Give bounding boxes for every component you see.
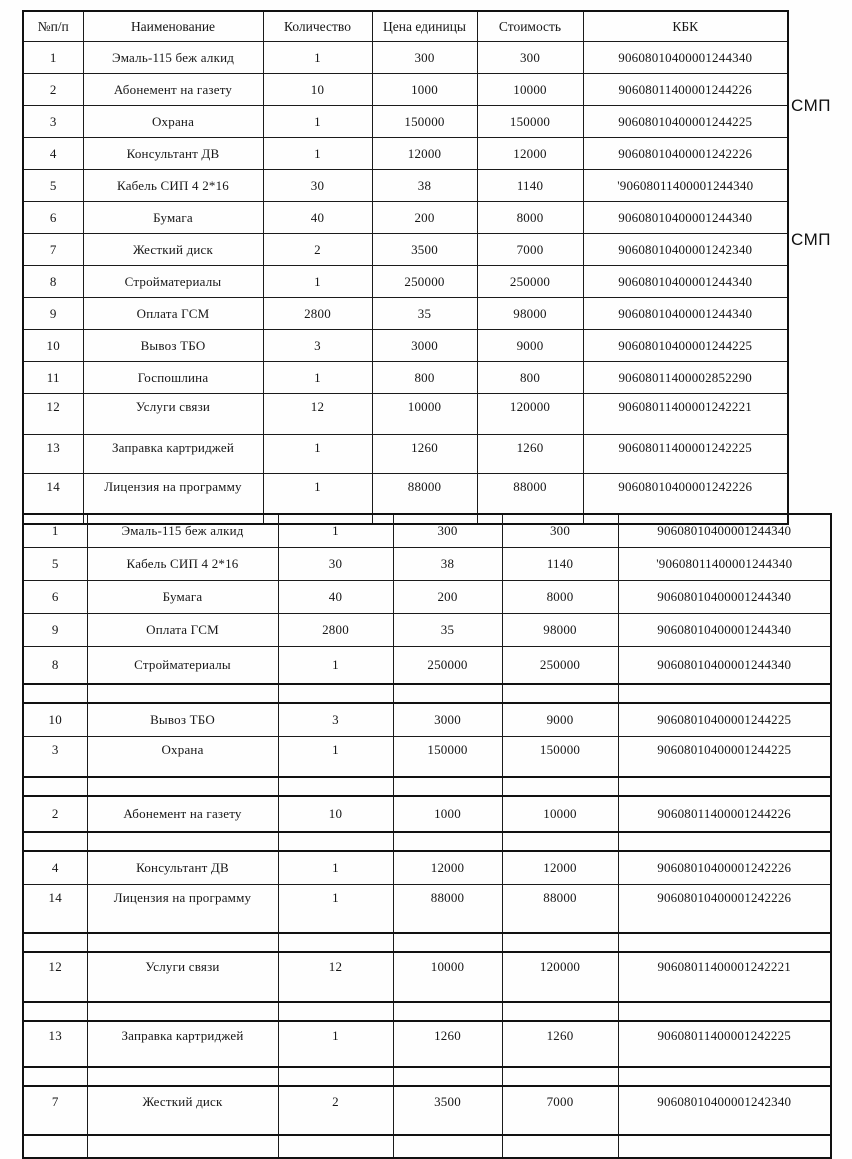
table-cell: 90608010400001244225 [583, 330, 788, 362]
table-cell: 12 [263, 394, 372, 435]
col-header-unit-price: Цена единицы [372, 11, 477, 42]
table-cell: 14 [23, 885, 87, 934]
table-cell: 3000 [393, 703, 502, 737]
table-cell: 2 [23, 74, 83, 106]
table-row [23, 74, 788, 106]
spacer-cell [618, 1135, 831, 1158]
spacer-cell [618, 933, 831, 952]
table-row [23, 581, 831, 614]
table-cell: 1 [263, 474, 372, 525]
table-cell: Оплата ГСМ [83, 298, 263, 330]
table-cell: 2800 [278, 614, 393, 647]
table-cell: 200 [372, 202, 477, 234]
table-cell: 35 [393, 614, 502, 647]
table-cell: 3 [263, 330, 372, 362]
table-cell: 90608011400001242221 [583, 394, 788, 435]
table-cell: 35 [372, 298, 477, 330]
table-cell: 800 [477, 362, 583, 394]
table-cell: 1000 [372, 74, 477, 106]
table-cell: 1 [23, 514, 87, 548]
table-cell: 90608010400001244340 [583, 266, 788, 298]
table-row [23, 330, 788, 362]
spacer-cell [23, 1002, 87, 1021]
table-cell: 90608010400001244225 [618, 703, 831, 737]
table-cell: Бумага [83, 202, 263, 234]
table-cell: 1260 [477, 435, 583, 474]
table-row [23, 266, 788, 298]
table-cell: 2800 [263, 298, 372, 330]
table-cell: Стройматериалы [83, 266, 263, 298]
spacer-cell [393, 777, 502, 796]
spacer-row [23, 777, 831, 796]
table-cell: 1 [263, 266, 372, 298]
spacer-cell [393, 1067, 502, 1086]
table-cell: 1 [278, 885, 393, 934]
spacer-cell [87, 933, 278, 952]
table-cell: 1 [278, 647, 393, 685]
table-row [23, 1086, 831, 1135]
table-cell: 8000 [477, 202, 583, 234]
table-cell: Абонемент на газету [83, 74, 263, 106]
table-cell: 10 [278, 796, 393, 832]
spacer-cell [502, 1067, 618, 1086]
spacer-cell [502, 832, 618, 851]
spacer-cell [618, 1067, 831, 1086]
spacer-cell [278, 777, 393, 796]
table-cell: 88000 [393, 885, 502, 934]
spacer-cell [23, 1135, 87, 1158]
spacer-cell [393, 1135, 502, 1158]
table-cell: 90608010400001244225 [618, 737, 831, 778]
spacer-cell [23, 777, 87, 796]
table-cell: 40 [263, 202, 372, 234]
table-cell: Вывоз ТБО [87, 703, 278, 737]
table-row [23, 298, 788, 330]
table-cell: 150000 [477, 106, 583, 138]
table-cell: 6 [23, 202, 83, 234]
spacer-cell [502, 777, 618, 796]
table-cell: 10000 [393, 952, 502, 1002]
table-cell: 12 [23, 394, 83, 435]
table-cell: Заправка картриджей [83, 435, 263, 474]
spacer-cell [278, 1067, 393, 1086]
table-cell: 3 [23, 737, 87, 778]
spacer-cell [278, 1002, 393, 1021]
table-row [23, 796, 831, 832]
table-cell: 150000 [372, 106, 477, 138]
spacer-cell [618, 1002, 831, 1021]
table-cell: 90608010400001242226 [583, 138, 788, 170]
table-cell: 90608010400001244340 [618, 647, 831, 685]
table-cell: 90608010400001244340 [618, 514, 831, 548]
table-cell: 300 [393, 514, 502, 548]
table-cell: Лицензия на программу [87, 885, 278, 934]
spacer-cell [618, 684, 831, 703]
table-cell: 2 [278, 1086, 393, 1135]
table-cell: 90608011400001244226 [618, 796, 831, 832]
table-row [23, 106, 788, 138]
expenses-table-original [22, 10, 789, 525]
spacer-cell [502, 684, 618, 703]
table-cell: 12 [23, 952, 87, 1002]
table-cell: 38 [372, 170, 477, 202]
table-cell: 1 [278, 514, 393, 548]
col-header-quantity: Количество [263, 11, 372, 42]
table-cell: 1 [278, 737, 393, 778]
table-cell: 1000 [393, 796, 502, 832]
table-cell: 1 [23, 42, 83, 74]
table-cell: 10000 [372, 394, 477, 435]
table-cell: 13 [23, 1021, 87, 1067]
table-cell: '90608011400001244340 [618, 548, 831, 581]
table-cell: 8000 [502, 581, 618, 614]
table-cell: 120000 [502, 952, 618, 1002]
table-cell: 90608010400001244340 [618, 581, 831, 614]
table-header-row [23, 11, 788, 42]
spacer-cell [87, 1002, 278, 1021]
spacer-cell [23, 684, 87, 703]
table-cell: 300 [477, 42, 583, 74]
table-cell: Эмаль-115 беж алкид [83, 42, 263, 74]
table-cell: 90608010400001244340 [583, 298, 788, 330]
table-cell: 10 [23, 330, 83, 362]
table-cell: 38 [393, 548, 502, 581]
table-cell: 300 [372, 42, 477, 74]
table-cell: Кабель СИП 4 2*16 [87, 548, 278, 581]
spacer-cell [23, 1067, 87, 1086]
table-cell: 90608011400001242225 [618, 1021, 831, 1067]
spacer-cell [502, 1002, 618, 1021]
table-cell: 8 [23, 647, 87, 685]
table-cell: Вывоз ТБО [83, 330, 263, 362]
table-cell: 90608010400001244340 [618, 614, 831, 647]
table-cell: Лицензия на программу [83, 474, 263, 525]
col-header-name: Наименование [83, 11, 263, 42]
table-cell: 90608010400001244225 [583, 106, 788, 138]
table-cell: Услуги связи [87, 952, 278, 1002]
table-row [23, 1021, 831, 1067]
table-cell: Кабель СИП 4 2*16 [83, 170, 263, 202]
col-header-cost: Стоимость [477, 11, 583, 42]
spacer-cell [278, 1135, 393, 1158]
table-cell: 9 [23, 614, 87, 647]
table-cell: 90608011400001242221 [618, 952, 831, 1002]
table-cell: Жесткий диск [83, 234, 263, 266]
table-cell: 1 [278, 1021, 393, 1067]
table-cell: 250000 [393, 647, 502, 685]
table-cell: 120000 [477, 394, 583, 435]
spacer-cell [278, 933, 393, 952]
table-cell: 90608010400001242226 [583, 474, 788, 525]
table-cell: 5 [23, 170, 83, 202]
spacer-cell [278, 832, 393, 851]
table-row [23, 952, 831, 1002]
spacer-cell [87, 832, 278, 851]
table-cell: 9 [23, 298, 83, 330]
table-cell: 1 [263, 362, 372, 394]
spacer-cell [87, 1135, 278, 1158]
table-cell: Госпошлина [83, 362, 263, 394]
spacer-cell [502, 933, 618, 952]
smp-annotation-1: СМП [791, 96, 831, 115]
table-cell: Стройматериалы [87, 647, 278, 685]
table-cell: 10 [263, 74, 372, 106]
table-cell: 12000 [502, 851, 618, 885]
table-cell: 3500 [393, 1086, 502, 1135]
table-cell: 14 [23, 474, 83, 525]
table-cell: Охрана [83, 106, 263, 138]
table-cell: 10 [23, 703, 87, 737]
spacer-cell [618, 777, 831, 796]
col-header-row-number: №п/п [23, 11, 83, 42]
table-cell: 5 [23, 548, 87, 581]
table-cell: 1 [263, 106, 372, 138]
table-cell: 1260 [372, 435, 477, 474]
table-cell: Бумага [87, 581, 278, 614]
table-cell: Консультант ДВ [83, 138, 263, 170]
table-cell: 200 [393, 581, 502, 614]
table-row [23, 362, 788, 394]
spacer-cell [23, 832, 87, 851]
table-cell: '90608011400001244340 [583, 170, 788, 202]
table-cell: 30 [278, 548, 393, 581]
table-cell: 4 [23, 851, 87, 885]
table-cell: 300 [502, 514, 618, 548]
table-cell: 12 [278, 952, 393, 1002]
table-cell: 10000 [502, 796, 618, 832]
table-cell: 7000 [477, 234, 583, 266]
table-cell: 150000 [393, 737, 502, 778]
table-cell: Абонемент на газету [87, 796, 278, 832]
smp-annotation-2: СМП [791, 230, 831, 249]
spacer-cell [502, 1135, 618, 1158]
table-cell: Эмаль-115 беж алкид [87, 514, 278, 548]
table-cell: 4 [23, 138, 83, 170]
table-cell: 250000 [502, 647, 618, 685]
table-cell: 250000 [477, 266, 583, 298]
table-cell: 7 [23, 1086, 87, 1135]
table-row [23, 202, 788, 234]
table-cell: Оплата ГСМ [87, 614, 278, 647]
table-cell: 8 [23, 266, 83, 298]
table-cell: 9000 [477, 330, 583, 362]
table-row [23, 234, 788, 266]
spacer-cell [87, 1067, 278, 1086]
table-cell: 90608011400002852290 [583, 362, 788, 394]
spacer-row [23, 1135, 831, 1158]
table-cell: Заправка картриджей [87, 1021, 278, 1067]
table-cell: 1 [263, 138, 372, 170]
table-cell: 3000 [372, 330, 477, 362]
table-cell: 3500 [372, 234, 477, 266]
table-cell: 88000 [477, 474, 583, 525]
spacer-cell [393, 832, 502, 851]
table-cell: 90608011400001244226 [583, 74, 788, 106]
spacer-cell [393, 1002, 502, 1021]
table-cell: 1 [263, 42, 372, 74]
table-cell: 12000 [477, 138, 583, 170]
table-row [23, 138, 788, 170]
spacer-row [23, 933, 831, 952]
spacer-cell [23, 933, 87, 952]
spacer-cell [278, 684, 393, 703]
table-cell: 3 [23, 106, 83, 138]
table-cell: 7 [23, 234, 83, 266]
table-cell: 150000 [502, 737, 618, 778]
spacer-row [23, 832, 831, 851]
table-cell: Жесткий диск [87, 1086, 278, 1135]
table-cell: 98000 [477, 298, 583, 330]
table-cell: 7000 [502, 1086, 618, 1135]
table-cell: Охрана [87, 737, 278, 778]
spacer-cell [87, 684, 278, 703]
table-cell: 30 [263, 170, 372, 202]
spacer-row [23, 1002, 831, 1021]
expenses-table-regrouped [22, 513, 832, 1159]
table-cell: 6 [23, 581, 87, 614]
table-cell: 1140 [502, 548, 618, 581]
table-row [23, 514, 831, 548]
table-cell: 800 [372, 362, 477, 394]
spacer-cell [87, 777, 278, 796]
table-cell: 90608010400001242226 [618, 851, 831, 885]
table-cell: 2 [23, 796, 87, 832]
table-row [23, 435, 788, 474]
table-cell: 88000 [372, 474, 477, 525]
table-cell: Услуги связи [83, 394, 263, 435]
table-row [23, 851, 831, 885]
table-cell: 3 [278, 703, 393, 737]
table-cell: 98000 [502, 614, 618, 647]
spacer-cell [618, 832, 831, 851]
table-cell: 12000 [393, 851, 502, 885]
table-cell: 90608010400001242226 [618, 885, 831, 934]
table-cell: 90608010400001244340 [583, 202, 788, 234]
table-row [23, 703, 831, 737]
table-row [23, 885, 831, 934]
table-cell: Консультант ДВ [87, 851, 278, 885]
table-row [23, 737, 831, 778]
table-cell: 90608010400001242340 [583, 234, 788, 266]
table-cell: 1 [263, 435, 372, 474]
table-cell: 1260 [393, 1021, 502, 1067]
spacer-row [23, 684, 831, 703]
table-cell: 1 [278, 851, 393, 885]
table-cell: 90608011400001242225 [583, 435, 788, 474]
table-row [23, 170, 788, 202]
table-row [23, 42, 788, 74]
spacer-cell [393, 684, 502, 703]
table-cell: 250000 [372, 266, 477, 298]
table-cell: 1140 [477, 170, 583, 202]
spacer-cell [393, 933, 502, 952]
table-cell: 90608010400001244340 [583, 42, 788, 74]
table-row [23, 394, 788, 435]
table-cell: 10000 [477, 74, 583, 106]
spacer-row [23, 1067, 831, 1086]
table-cell: 40 [278, 581, 393, 614]
table-cell: 9000 [502, 703, 618, 737]
table-row [23, 548, 831, 581]
table-cell: 11 [23, 362, 83, 394]
table-cell: 12000 [372, 138, 477, 170]
col-header-kbk: КБК [583, 11, 788, 42]
table-cell: 90608010400001242340 [618, 1086, 831, 1135]
table-cell: 13 [23, 435, 83, 474]
table-cell: 2 [263, 234, 372, 266]
table-cell: 88000 [502, 885, 618, 934]
table-row [23, 614, 831, 647]
table-row [23, 647, 831, 685]
table-cell: 1260 [502, 1021, 618, 1067]
